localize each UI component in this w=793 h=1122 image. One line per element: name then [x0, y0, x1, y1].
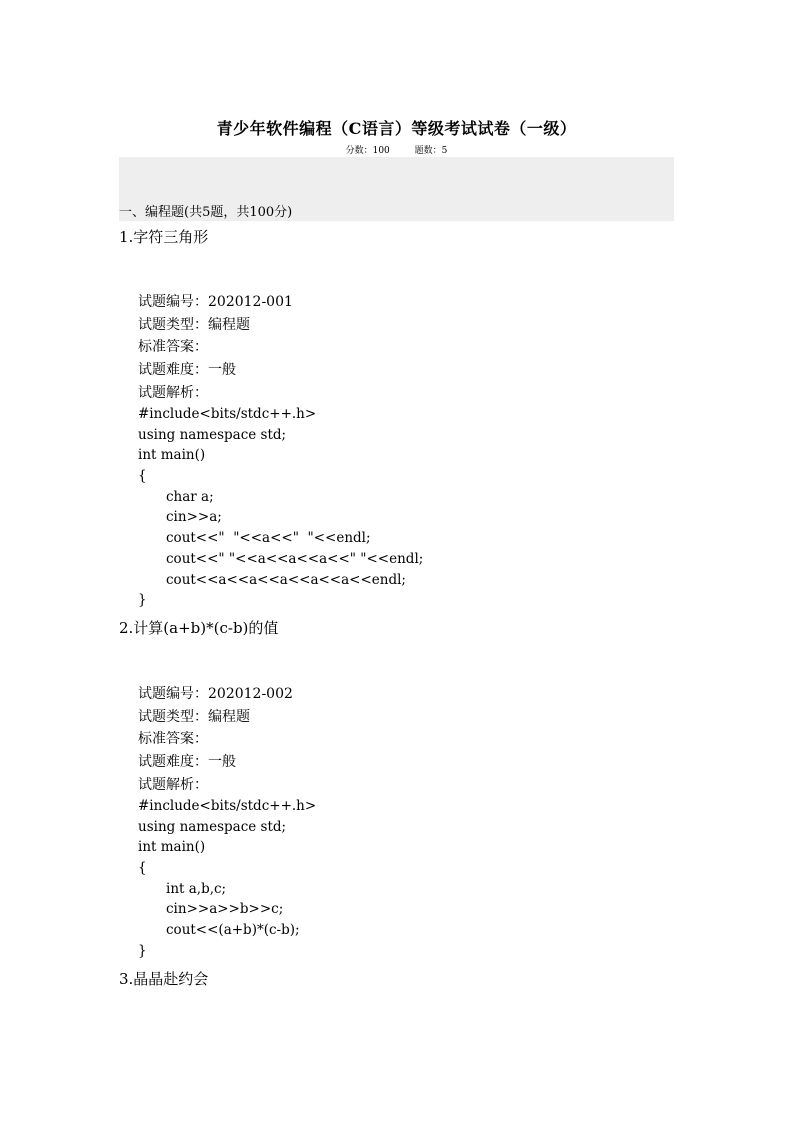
- code-line: cout<<" "<<a<<a<<a<<" "<<endl;: [166, 550, 424, 567]
- question-meta: [138, 683, 293, 796]
- code-line: cout<<" "<<a<<" "<<endl;: [166, 530, 371, 547]
- question-type: 试题类型：编程题: [138, 316, 250, 333]
- code-line: cin>>a;: [166, 509, 222, 526]
- question-analysis: 试题解析：: [138, 776, 208, 793]
- score-label: 分数：100: [345, 146, 390, 156]
- section-header-band: [119, 157, 674, 221]
- code-line: cout<<a<<a<<a<<a<<a<<endl;: [166, 571, 406, 588]
- exam-title: 青少年软件编程（C语言）等级考试试卷（一级）: [216, 119, 577, 138]
- question-type: 试题类型：编程题: [138, 708, 250, 725]
- code-block: [138, 796, 316, 962]
- question-title: 1.字符三角形: [119, 228, 209, 246]
- question-difficulty: 试题难度：一般: [138, 362, 236, 379]
- section-heading: 一、编程题(共5题，共100分): [119, 205, 293, 220]
- question-id: 试题编号：202012-001: [138, 294, 293, 310]
- code-line: {: [138, 860, 147, 877]
- code-line: int main(): [138, 447, 206, 464]
- standard-answer: 标准答案：: [138, 731, 208, 748]
- code-line: char a;: [166, 488, 214, 505]
- code-line: int a,b,c;: [166, 880, 227, 897]
- question-id: 试题编号：202012-002: [138, 686, 293, 702]
- code-line: int main(): [138, 839, 206, 856]
- code-line: cout<<(a+b)*(c-b);: [166, 922, 300, 939]
- code-line: #include<bits/stdc++.h>: [138, 798, 317, 814]
- code-line: }: [138, 942, 147, 959]
- standard-answer: 标准答案：: [138, 339, 208, 356]
- question-count-label: 题数：5: [414, 146, 448, 156]
- code-line: cin>>a>>b>>c;: [166, 901, 284, 918]
- code-line: {: [138, 468, 147, 485]
- code-line: using namespace std;: [138, 426, 287, 443]
- code-line: using namespace std;: [138, 818, 287, 835]
- question-analysis: 试题解析：: [138, 384, 208, 401]
- question-title: 3.晶晶赴约会: [119, 970, 209, 988]
- code-line: }: [138, 592, 147, 609]
- question-meta: [138, 291, 293, 404]
- question-title: 2.计算(a+b)*(c-b)的值: [119, 619, 279, 637]
- code-block: [138, 404, 423, 611]
- code-line: #include<bits/stdc++.h>: [138, 406, 317, 422]
- question-difficulty: 试题难度：一般: [138, 754, 236, 771]
- exam-summary: [0, 143, 793, 156]
